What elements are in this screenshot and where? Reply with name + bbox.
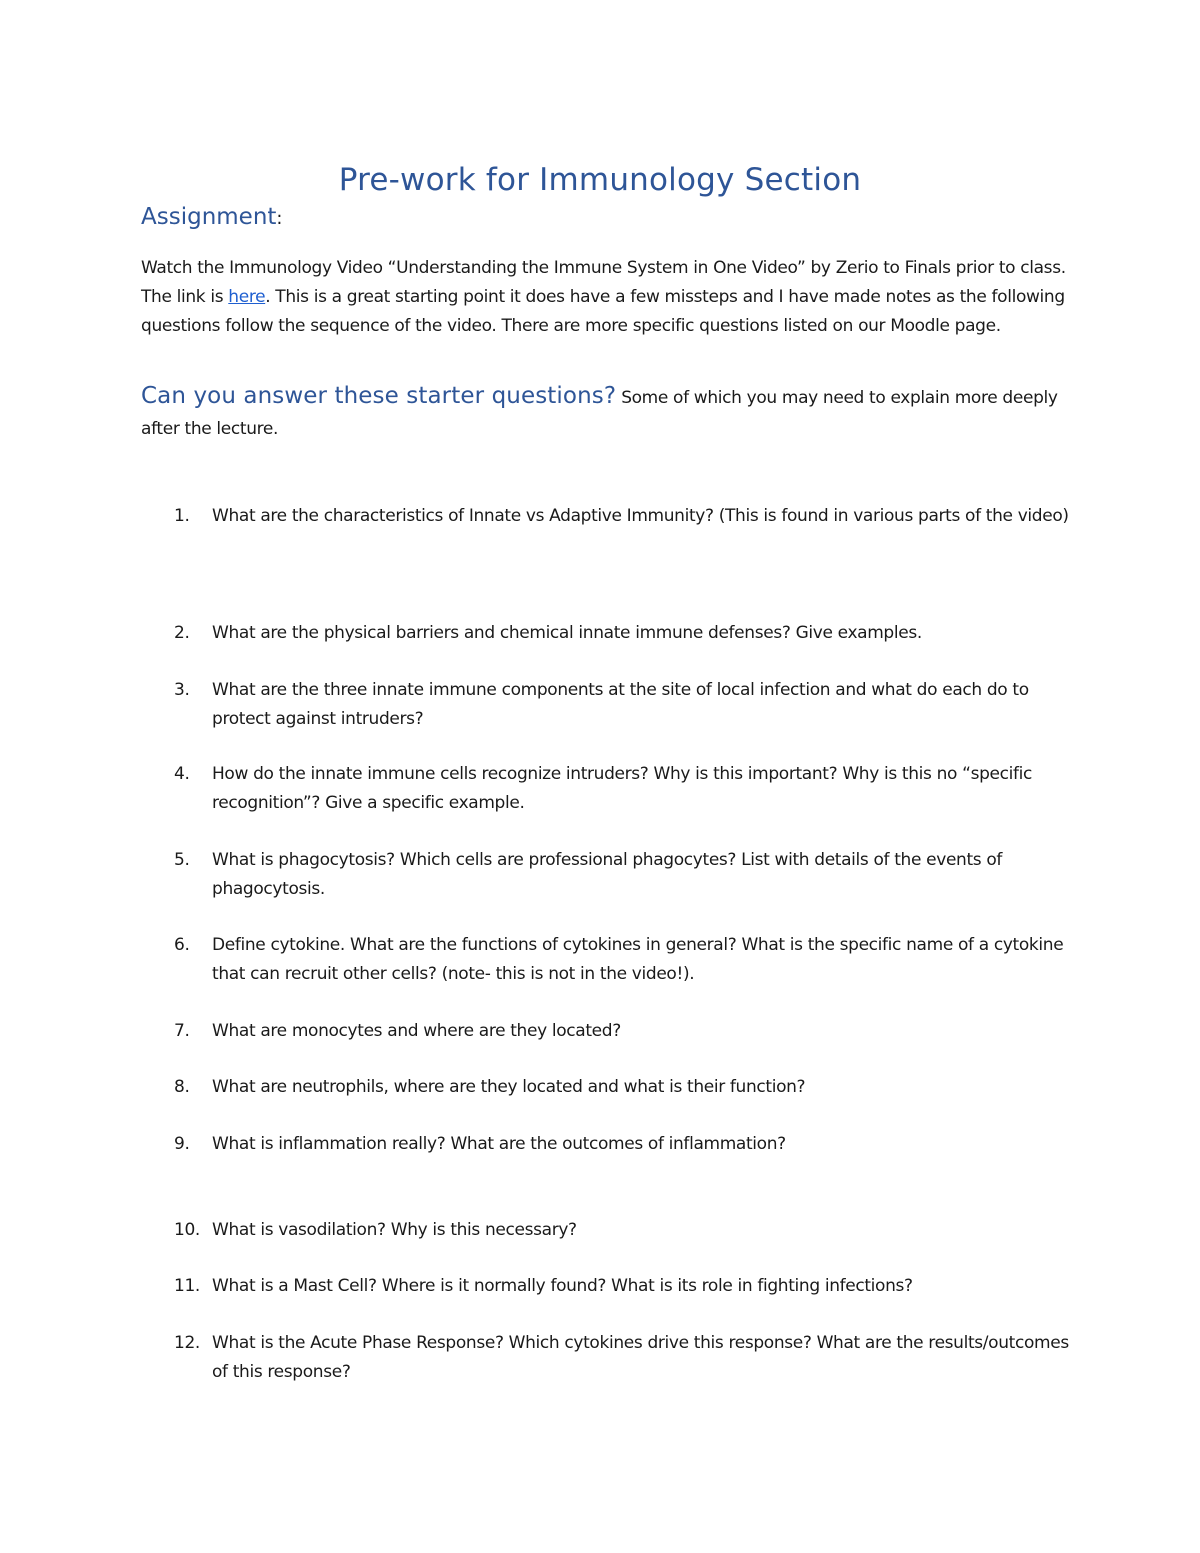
question-number: 5. — [174, 850, 190, 870]
question-item — [174, 1216, 1074, 1245]
intro-text-before-link: Watch the Immunology Video “Understanding the Immune System in One Video” by Zerio to Finals prior to class. The link is — [141, 258, 1066, 307]
starter-heading: Can you answer these starter questions? — [141, 383, 617, 409]
question-number: 9. — [174, 1134, 190, 1154]
question-number: 10. — [174, 1220, 200, 1240]
starter-questions-intro — [141, 381, 1081, 445]
question-text: What are the physical barriers and chemical innate immune defenses? Give examples. — [212, 623, 922, 643]
question-text: What is vasodilation? Why is this necessary? — [212, 1220, 577, 1240]
question-item — [174, 846, 1074, 903]
question-text: How do the innate immune cells recognize intruders? Why is this important? Why is this no “specific recognition”? Give a specific example. — [212, 764, 1033, 813]
question-text: What is a Mast Cell? Where is it normally found? What is its role in fighting infections? — [212, 1276, 913, 1296]
question-number: 6. — [174, 935, 190, 955]
question-text: Define cytokine. What are the functions of cytokines in general? What is the specific name of a cytokine that can recruit other cells? (note- this is not in the video!). — [212, 935, 1064, 984]
question-item — [174, 502, 1074, 531]
question-text: What are neutrophils, where are they located and what is their function? — [212, 1077, 806, 1097]
question-number: 12. — [174, 1333, 200, 1353]
question-item — [174, 760, 1074, 817]
question-text: What is inflammation really? What are the outcomes of inflammation? — [212, 1134, 786, 1154]
question-item — [174, 931, 1074, 988]
starter-note: Some of which you may need to explain more deeply after the lecture. — [141, 388, 1058, 439]
question-item — [174, 1017, 1074, 1046]
question-item — [174, 676, 1074, 733]
question-number: 2. — [174, 623, 190, 643]
question-text: What are the characteristics of Innate vs Adaptive Immunity? (This is found in various parts of the video) — [212, 506, 1069, 526]
question-item — [174, 619, 1074, 648]
question-number: 11. — [174, 1276, 200, 1296]
video-link[interactable]: here — [228, 287, 266, 307]
question-item — [174, 1130, 1074, 1159]
question-number: 1. — [174, 506, 190, 526]
assignment-heading — [141, 204, 283, 230]
question-text: What are monocytes and where are they located? — [212, 1021, 621, 1041]
assignment-heading-colon: : — [276, 208, 283, 229]
question-text: What is the Acute Phase Response? Which cytokines drive this response? What are the results/outcomes of this response? — [212, 1333, 1069, 1382]
page-title: Pre-work for Immunology Section — [338, 162, 862, 198]
assignment-instructions — [141, 254, 1081, 341]
question-number: 7. — [174, 1021, 190, 1041]
question-item — [174, 1329, 1074, 1386]
question-item — [174, 1272, 1074, 1301]
intro-text-after-link: . This is a great starting point it does have a few missteps and I have made notes as the following questions follow the sequence of the video. There are more specific questions listed on our Moodle page. — [141, 287, 1065, 336]
question-number: 3. — [174, 680, 190, 700]
assignment-heading-text: Assignment — [141, 204, 277, 230]
question-number: 8. — [174, 1077, 190, 1097]
question-text: What are the three innate immune components at the site of local infection and what do each do to protect against intruders? — [212, 680, 1029, 729]
question-text: What is phagocytosis? Which cells are professional phagocytes? List with details of the events of phagocytosis. — [212, 850, 1003, 899]
question-number: 4. — [174, 764, 190, 784]
question-item — [174, 1073, 1074, 1102]
